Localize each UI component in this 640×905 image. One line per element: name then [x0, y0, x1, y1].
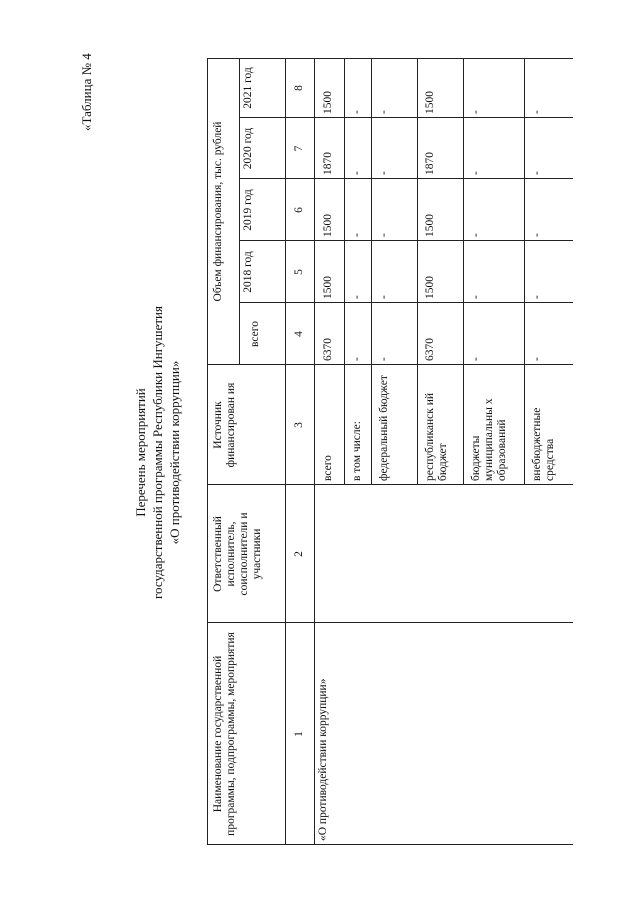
value-total-2020: 1870	[322, 152, 334, 175]
subheader-2020: 2020 год	[242, 127, 254, 170]
value-total-all: 6370	[322, 338, 334, 361]
source-municipal: бюджеты муниципальны х образований	[470, 398, 508, 481]
col2-header: Ответственный исполнитель, соисполнители и участники	[212, 512, 263, 596]
value-federal-2019: -	[378, 233, 390, 237]
value-municipal-2018: -	[470, 295, 482, 299]
rule-col8	[239, 117, 573, 118]
source-including: в том числе:	[351, 421, 363, 481]
subheader-2021: 2021 год	[242, 67, 254, 109]
col-number-4: 4	[293, 331, 305, 337]
col-number-7: 7	[293, 145, 305, 152]
rule-col2	[207, 622, 573, 623]
value-municipal-2019: -	[470, 233, 482, 237]
rule-col3	[207, 484, 573, 485]
rule-col4	[207, 364, 573, 365]
col-number-1: 1	[293, 731, 305, 737]
col3-header: Источник финансирован ия	[212, 382, 237, 468]
rule-top	[207, 58, 208, 845]
value-total-2019: 1500	[322, 214, 334, 237]
value-republican-2018: 1500	[424, 276, 436, 299]
value-federal-2018: -	[378, 295, 390, 299]
rule-left	[207, 844, 573, 845]
doc-title-line2: государственной программы Республики Ингушетия	[150, 306, 165, 599]
rule-row2	[417, 58, 418, 485]
value-including-2020: -	[351, 171, 363, 175]
col-number-6: 6	[293, 207, 305, 213]
value-extrabudgetary-2019: -	[531, 233, 543, 237]
value-federal-all: -	[378, 357, 390, 361]
col-number-5: 5	[293, 269, 305, 275]
subheader-2019: 2019 год	[242, 189, 254, 231]
program-name: «О противодействии коррупции»	[317, 678, 329, 841]
rule-financing-subheader	[239, 58, 240, 365]
source-total: всего	[322, 455, 334, 481]
value-including-all: -	[351, 357, 363, 361]
value-municipal-all: -	[470, 357, 482, 361]
subheader-total: всего	[249, 321, 261, 347]
value-including-2018: -	[351, 295, 363, 299]
value-municipal-2021: -	[470, 110, 482, 114]
source-extrabudgetary: внебюджетные средства	[531, 407, 556, 481]
value-republican-2021: 1500	[424, 91, 436, 114]
value-extrabudgetary-2021: -	[531, 110, 543, 114]
value-total-2018: 1500	[322, 276, 334, 299]
rule-row4	[524, 58, 525, 485]
doc-title-line1: Перечень мероприятий	[133, 388, 148, 517]
rule-numbers-bottom	[314, 58, 315, 845]
value-including-2019: -	[351, 233, 363, 237]
rule-row0	[344, 58, 345, 485]
col-number-8: 8	[293, 85, 305, 91]
col-number-3: 3	[293, 422, 305, 428]
value-republican-2020: 1870	[424, 152, 436, 175]
rule-col7	[239, 178, 573, 179]
value-including-2021: -	[351, 110, 363, 114]
subheader-2018: 2018 год	[242, 251, 254, 293]
value-municipal-2020: -	[470, 171, 482, 175]
rule-col6	[239, 240, 573, 241]
table-label: «Таблица № 4	[79, 53, 94, 131]
source-federal: федеральный бюджет	[378, 375, 390, 481]
rule-right	[207, 58, 573, 59]
rule-header-bottom	[285, 58, 286, 845]
value-extrabudgetary-2018: -	[531, 295, 543, 299]
value-republican-all: 6370	[424, 338, 436, 361]
doc-title-line3: «О противодействии коррупции»	[167, 360, 182, 545]
rule-col5	[239, 302, 573, 303]
value-federal-2021: -	[378, 110, 390, 114]
col-number-2: 2	[293, 551, 305, 557]
value-extrabudgetary-all: -	[531, 357, 543, 361]
rule-row1	[371, 58, 372, 485]
col1-header: Наименование государственной программы, подпрограммы, мероприятия	[212, 632, 237, 836]
value-extrabudgetary-2020: -	[531, 171, 543, 175]
source-republican: республиканск ий бюджет	[424, 392, 449, 481]
financing-header: Объем финансирования, тыс. рублей	[212, 121, 224, 302]
financing-table	[207, 58, 573, 845]
value-republican-2019: 1500	[424, 214, 436, 237]
value-federal-2020: -	[378, 171, 390, 175]
rule-row3	[463, 58, 464, 485]
value-total-2021: 1500	[322, 91, 334, 114]
